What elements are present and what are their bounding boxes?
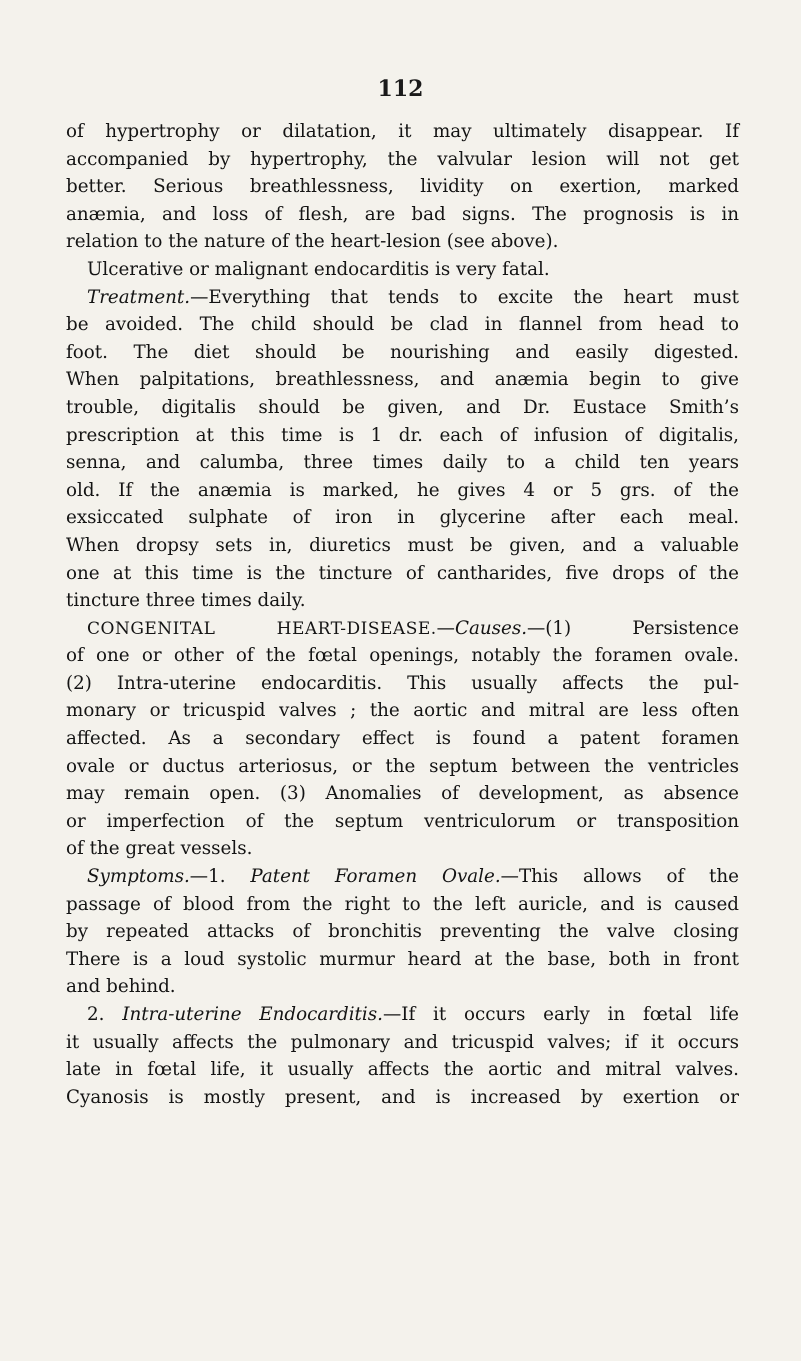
text-line: prescription at this time is 1 dr. each of infusion of digitalis, xyxy=(66,424,739,446)
page-number: 112 xyxy=(377,76,424,102)
text-block xyxy=(66,118,739,1111)
paragraph-line xyxy=(66,284,739,312)
text-line: it usually affects the pulmonary and tricuspid valves; if it occurs xyxy=(66,1031,739,1053)
text-line: may remain open. (3) Anomalies of development, as absence xyxy=(66,783,739,805)
text-line: of the great vessels. xyxy=(66,838,253,860)
treatment-heading: Treatment. xyxy=(87,286,191,308)
text-line: foot. The diet should be nourishing and easily digested. xyxy=(66,341,739,363)
text-line: Cyanosis is mostly present, and is increased by exertion or xyxy=(66,1086,739,1108)
paragraph-line xyxy=(66,615,739,643)
causes-heading: Causes. xyxy=(454,617,528,639)
text-line: anæmia, and loss of flesh, are bad signs. The prognosis is in xyxy=(66,203,739,225)
text-run: — xyxy=(436,617,455,639)
text-line: When palpitations, breathlessness, and anæmia begin to give xyxy=(66,369,739,391)
text-line: (2) Intra-uterine endocarditis. This usually affects the pul- xyxy=(66,672,739,694)
text-line: old. If the anæmia is marked, he gives 4 or 5 grs. of the xyxy=(66,479,739,501)
text-line: exsiccated sulphate of iron in glycerine after each meal. xyxy=(66,507,739,529)
text-line: better. Serious breathlessness, lividity on exertion, marked xyxy=(66,176,739,198)
text-line: affected. As a secondary effect is found a patent foramen xyxy=(66,728,739,750)
text-line: There is a loud systolic murmur heard at the base, both in front xyxy=(66,948,739,970)
subheading: Patent Foramen Ovale. xyxy=(250,866,501,888)
text-run: —(1) Persistence xyxy=(527,617,739,639)
text-line: accompanied by hypertrophy, the valvular lesion will not get xyxy=(66,148,739,170)
section-heading: CONGENITAL HEART-DISEASE. xyxy=(87,618,437,639)
text-line: of hypertrophy or dilatation, it may ultimately disappear. If xyxy=(66,121,739,142)
text-line: Ulcerative or malignant endocarditis is very fatal. xyxy=(87,258,550,280)
text-line: relation to the nature of the heart-lesion (see above). xyxy=(66,231,559,253)
text-line: one at this time is the tincture of cantharides, five drops of the xyxy=(66,562,739,584)
paragraph-line xyxy=(66,863,739,891)
text-run: 2. xyxy=(87,1004,123,1025)
text-line: tincture three times daily. xyxy=(66,590,306,612)
text-line: senna, and calumba, three times daily to a child ten years xyxy=(66,452,739,474)
text-line: be avoided. The child should be clad in flannel from head to xyxy=(66,314,739,336)
text-line: late in fœtal life, it usually affects the aortic and mitral valves. xyxy=(66,1059,739,1081)
text-run: —Everything that tends to excite the heart must xyxy=(190,286,739,308)
text-run: —If it occurs early in fœtal life xyxy=(382,1004,739,1025)
text-line: trouble, digitalis should be given, and Dr. Eustace Smith’s xyxy=(66,396,739,418)
text-run: —This allows of the xyxy=(500,866,739,888)
text-line: by repeated attacks of bronchitis preventing the valve closing xyxy=(66,921,739,943)
text-line: passage of blood from the right to the left auricle, and is caused xyxy=(66,893,739,915)
text-run: —1. xyxy=(189,866,251,888)
subheading: Intra-uterine Endocarditis. xyxy=(122,1004,383,1025)
symptoms-heading: Symptoms. xyxy=(87,866,190,888)
text-line: monary or tricuspid valves ; the aortic and mitral are less often xyxy=(66,700,739,722)
text-line: of one or other of the fœtal openings, notably the foramen ovale. xyxy=(66,645,739,667)
text-line: When dropsy sets in, diuretics must be given, and a valuable xyxy=(66,534,739,556)
text-line: and behind. xyxy=(66,976,176,998)
paragraph-line xyxy=(66,1001,739,1029)
text-line: or imperfection of the septum ventriculorum or transposition xyxy=(66,810,739,832)
text-line: ovale or ductus arteriosus, or the septum between the ventricles xyxy=(66,755,739,777)
